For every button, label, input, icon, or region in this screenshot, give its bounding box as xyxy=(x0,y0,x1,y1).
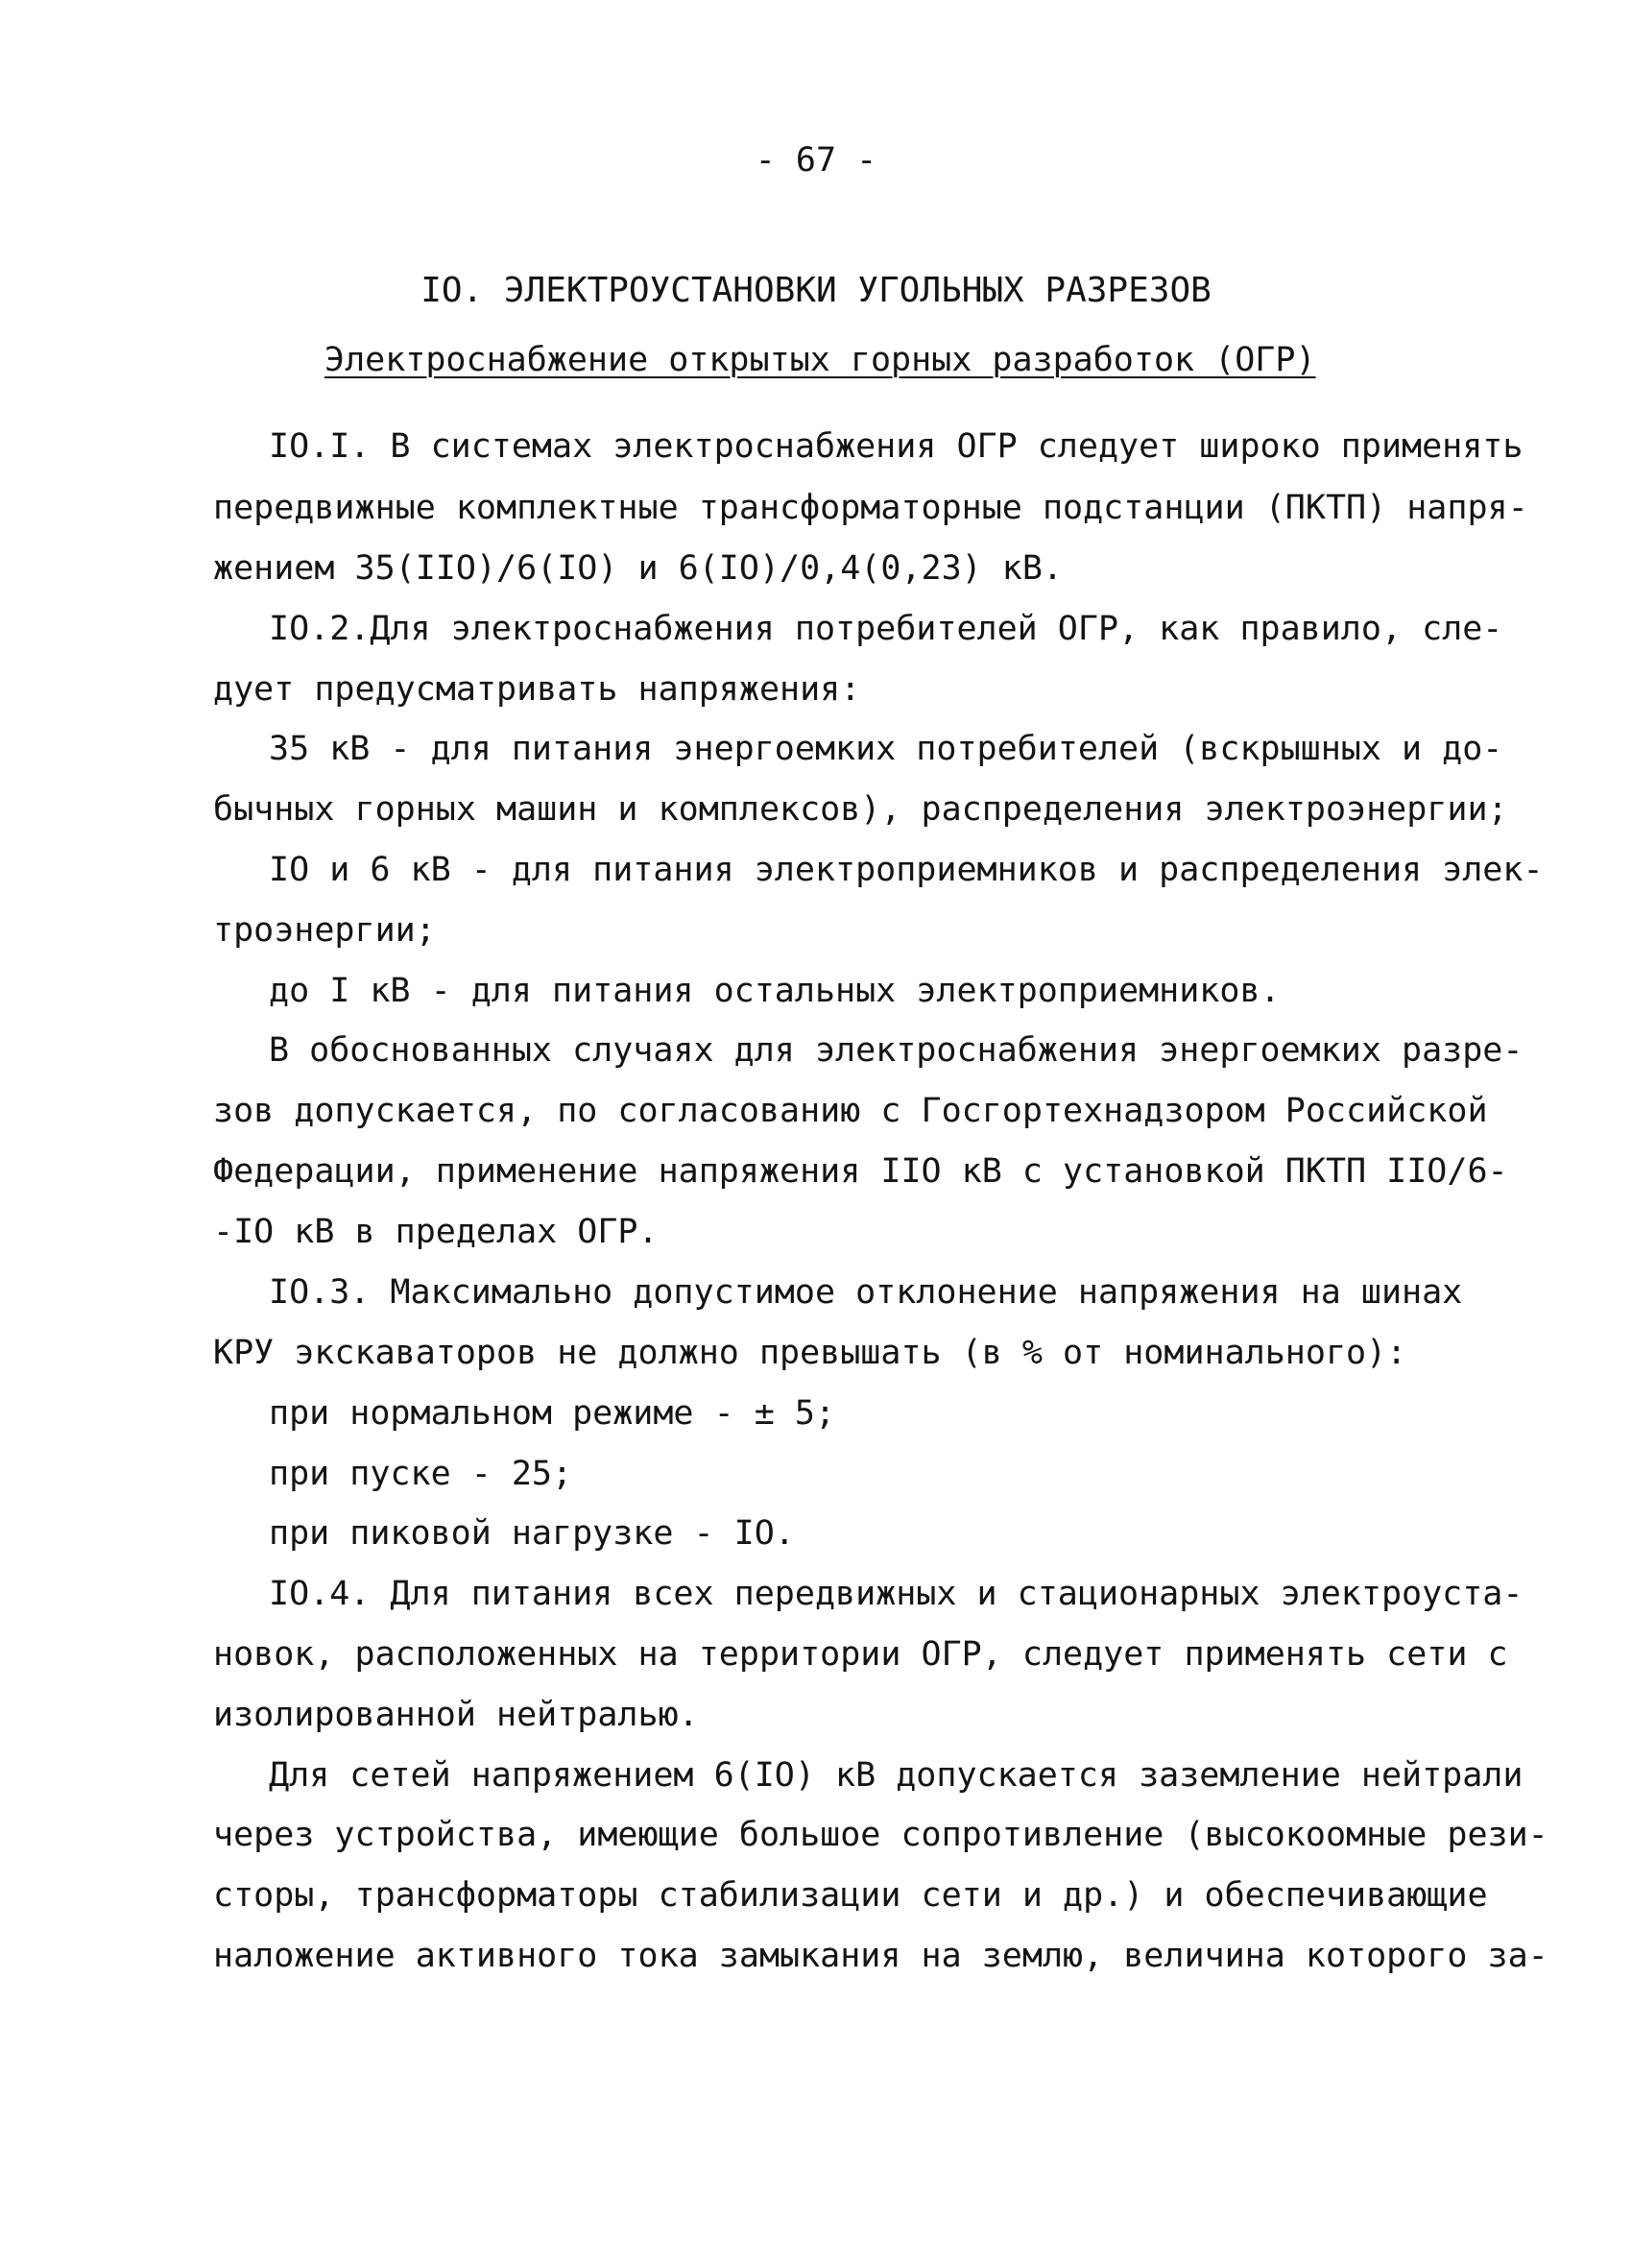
section-title: IO. ЭЛЕКТРОУСТАНОВКИ УГОЛЬНЫХ РАЗРЕЗОВ xyxy=(420,271,1212,310)
paragraph-line: IO и 6 кВ - для питания электроприемников и распределения элек- xyxy=(269,851,1544,889)
paragraph-line: при пиковой нагрузке - IO. xyxy=(269,1514,795,1553)
paragraph-line: КРУ экскаваторов не должно превышать (в % от номинального): xyxy=(213,1334,1407,1372)
paragraph-line: -IO кВ в пределах ОГР. xyxy=(213,1213,659,1251)
paragraph-line: сторы, трансформаторы стабилизации сети и др.) и обеспечивающие xyxy=(213,1876,1488,1915)
paragraph-line: дует предусматривать напряжения: xyxy=(213,670,861,709)
paragraph-line: до I кВ - для питания остальных электроприемников. xyxy=(269,972,1281,1010)
paragraph-line: через устройства, имеющие большое сопротивление (высокоомные рези- xyxy=(213,1816,1548,1854)
paragraph-line: изолированной нейтралью. xyxy=(213,1696,699,1734)
paragraph-line: зов допускается, по согласованию с Госгортехнадзором Российской xyxy=(213,1092,1488,1130)
paragraph-line: IO.I. В системах электроснабжения ОГР следует широко применять xyxy=(269,427,1524,466)
page-number: - 67 - xyxy=(755,141,877,180)
paragraph-line: при пуске - 25; xyxy=(269,1455,573,1493)
subsection-title: Электроснабжение открытых горных разработок (ОГР) xyxy=(324,341,1316,379)
paragraph-line: бычных горных машин и комплексов), распределения электроэнергии; xyxy=(213,790,1508,829)
paragraph-line: наложение активного тока замыкания на землю, величина которого за- xyxy=(213,1937,1548,1975)
paragraph-line: при нормальном режиме - ± 5; xyxy=(269,1394,836,1433)
paragraph-line: IO.3. Максимально допустимое отклонение напряжения на шинах xyxy=(269,1273,1463,1312)
paragraph-line: троэнергии; xyxy=(213,911,436,950)
paragraph-line: жением 35(IIO)/6(IO) и 6(IO)/0,4(0,23) кВ. xyxy=(213,549,1064,588)
paragraph-line: 35 кВ - для питания энергоемких потребителей (вскрышных и до- xyxy=(269,730,1503,768)
paragraph-line: передвижные комплектные трансформаторные подстанции (ПКТП) напря- xyxy=(213,489,1528,527)
paragraph-line: IO.2.Для электроснабжения потребителей ОГР, как правило, сле- xyxy=(269,610,1503,648)
paragraph-line: Для сетей напряжением 6(IO) кВ допускается заземление нейтрали xyxy=(269,1756,1524,1795)
paragraph-line: Федерации, применение напряжения IIO кВ с установкой ПКТП IIO/6- xyxy=(213,1152,1508,1191)
paragraph-line: В обоснованных случаях для электроснабжения энергоемких разре- xyxy=(269,1031,1524,1070)
paragraph-line: новок, расположенных на территории ОГР, следует применять сети с xyxy=(213,1635,1508,1674)
paragraph-line: IO.4. Для питания всех передвижных и стационарных электроуста- xyxy=(269,1575,1524,1613)
